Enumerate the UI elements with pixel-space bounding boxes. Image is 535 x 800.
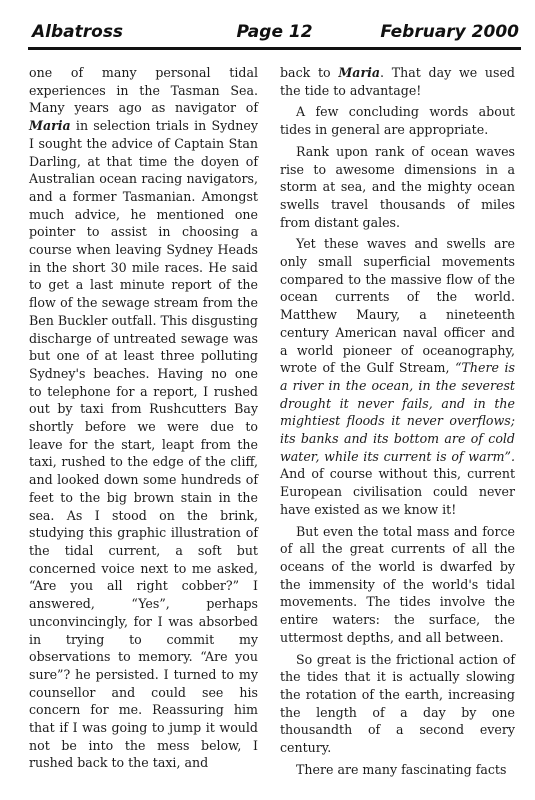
paragraph bbox=[29, 64, 258, 772]
right-column bbox=[280, 64, 515, 778]
paragraph-text: Yet these waves and swells are only small superficial movements compared to the massive flow of the ocean currents of the world. Matthew Maury, a nineteenth century American naval officer and a world pioneer of oceanography, wrote of the Gulf Stream, bbox=[280, 236, 515, 376]
paragraph-text: one of many personal tidal experiences in the Tasman Sea. Many years ago as navigator of bbox=[29, 65, 258, 116]
paragraph-text: And of course without this, current European civilisation could never have existed as we know it! bbox=[280, 466, 515, 517]
ship-name: Maria bbox=[29, 118, 71, 134]
paragraph-text: . That day we used the tide to advantage! bbox=[280, 65, 515, 98]
left-column bbox=[29, 64, 258, 772]
publication-title: Albatross bbox=[32, 22, 124, 42]
paragraph: There are many fascinating facts bbox=[296, 761, 507, 777]
paragraph: So great is the frictional action of the tides that it is actually slowing the rotation of the earth, increasing the length of a day by one thousandth of a second every century. bbox=[280, 651, 515, 756]
paragraph-text: in selection trials in Sydney I sought the advice of Captain Stan Darling, at that time the doyen of Australian ocean racing navigators, and a former Tasmanian. Amongst much advice, he mentioned one pointer to assist in choosing a course when leaving Sydney Heads in the short 30 mile races. He said to get a last minute report of the flow of the sewage stream from the Ben Buckler outfall. This disgusting discharge of untreated sewage was but one of at least three polluting Sydney's beaches. Having no one to telephone for a report, I rushed out by taxi from Rushcutters Bay shortly before we were due to leave for the start, leapt from the taxi, rushed to the edge of the cliff, and looked down some hundreds of feet to the big brown stain in the sea. As I stood on the brink, studying this graphic illustration of the tidal current, a soft but concerned voice next to me asked, “Are you all right cobber?” I answered, “Yes”, perhaps unconvincingly, for I was absorbed in trying to commit my observations to memory. “Are you sure”? he persisted. I turned to my counsellor and could see his concern for me. Reassuring him that if I was going to jump it would not be into the mess below, I rushed back to the taxi, and bbox=[29, 118, 258, 771]
paragraph: Rank upon rank of ocean waves rise to awesome dimensions in a storm at sea, and the mighty ocean swells travel thousands of miles from distant gales. bbox=[280, 143, 515, 230]
paragraph: But even the total mass and force of all the great currents of all the oceans of the world is dwarfed by the immensity of the world's tidal movements. The tides involve the entire waters: the surface, the uttermost depths, and all between. bbox=[280, 523, 515, 645]
paragraph-text: back to bbox=[280, 65, 339, 80]
paragraph: A few concluding words about tides in general are appropriate. bbox=[280, 104, 515, 138]
page-header bbox=[28, 16, 521, 50]
maury-quote: “There is a river in the ocean, in the severest drought it never fails, and in the mightiest floods it never overflows; its banks and its bottom are of cold water, while its current is of warm”. bbox=[280, 360, 515, 464]
issue-date: February 2000 bbox=[380, 22, 519, 42]
ship-name: Maria bbox=[338, 65, 381, 80]
paragraph bbox=[280, 64, 515, 99]
page-number: Page 12 bbox=[236, 22, 313, 42]
paragraph bbox=[280, 235, 515, 518]
